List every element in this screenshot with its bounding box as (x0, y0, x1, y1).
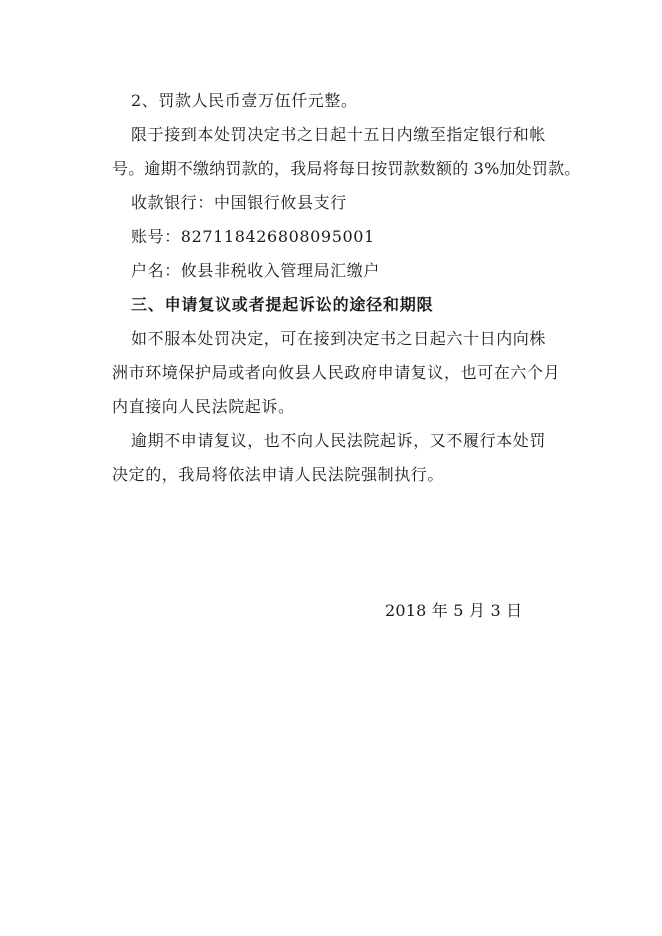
document-date: 2018 年 5 月 3 日 (385, 601, 523, 620)
payment-deadline-line-1: 限于接到本处罚决定书之日起十五日内缴至指定银行和帐 (131, 125, 547, 144)
penalty-item-2: 2、罚款人民币壹万伍仟元整。 (131, 91, 358, 110)
account-number: 账号：827118426808095001 (131, 227, 375, 246)
appeal-line-1: 如不服本处罚决定，可在接到决定书之日起六十日内向株 (131, 329, 547, 348)
appeal-line-2: 洲市环境保护局或者向攸县人民政府申请复议，也可在六个月 (112, 363, 561, 382)
account-name: 户名：攸县非税收入管理局汇缴户 (131, 261, 381, 280)
appeal-line-3: 内直接向人民法院起诉。 (112, 397, 295, 416)
enforcement-line-2: 决定的，我局将依法申请人民法院强制执行。 (112, 465, 445, 484)
section-3-heading: 三、申请复议或者提起诉讼的途径和期限 (131, 295, 434, 314)
payment-deadline-line-2: 号。逾期不缴纳罚款的，我局将每日按罚款数额的 3%加处罚款。 (112, 159, 581, 178)
receiving-bank: 收款银行：中国银行攸县支行 (131, 193, 347, 212)
enforcement-line-1: 逾期不申请复议，也不向人民法院起诉，又不履行本处罚 (131, 431, 547, 450)
